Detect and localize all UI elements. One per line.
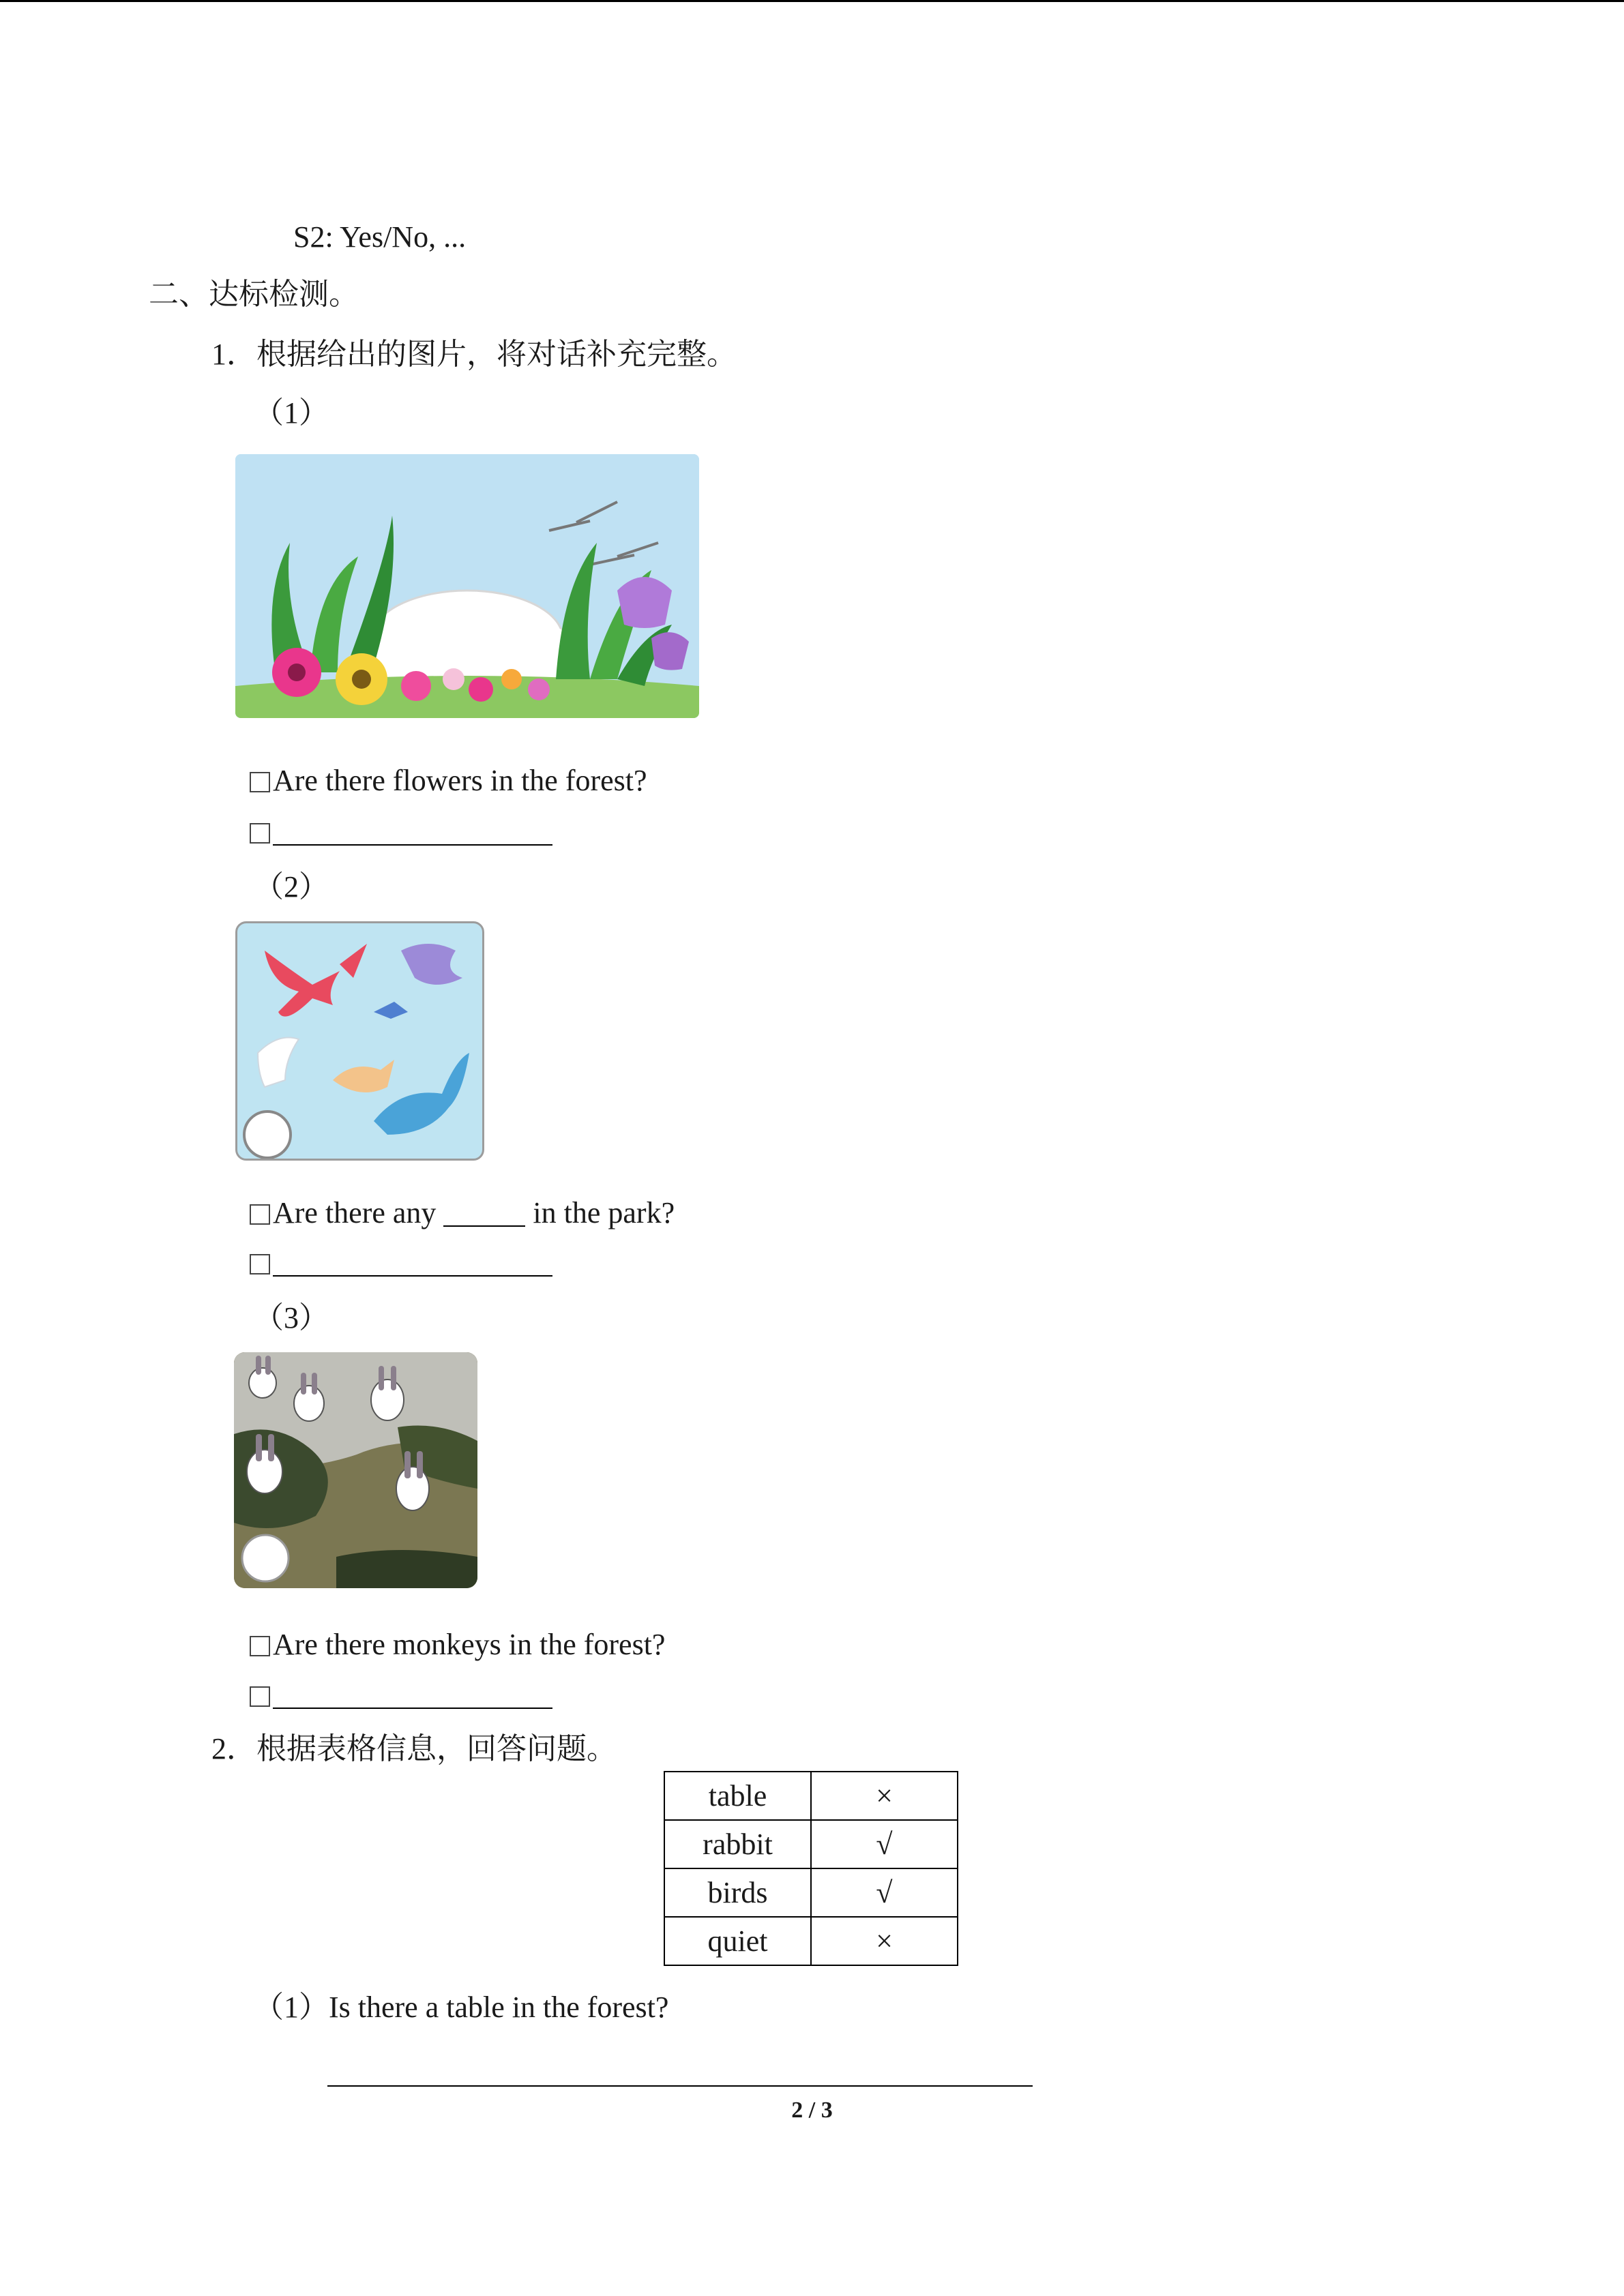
table-row: [664, 1820, 958, 1868]
checkbox-icon[interactable]: [250, 1686, 270, 1707]
checkbox-icon[interactable]: [250, 823, 270, 844]
table-row: [664, 1917, 958, 1965]
q2-answer-blank[interactable]: [273, 1245, 552, 1277]
page-number: 2 / 3: [791, 2098, 833, 2123]
footer-divider: [327, 2085, 1033, 2087]
q3-label: （3）: [254, 1301, 329, 1335]
table-cell-mark: √: [811, 1868, 958, 1917]
q2-question: [250, 1194, 675, 1232]
rabbits-illustration: [234, 1352, 477, 1588]
task1-title: 1．根据给出的图片，将对话补充完整。: [211, 338, 737, 371]
q1-answer-blank[interactable]: [273, 814, 552, 846]
flowers-field-illustration: [235, 454, 699, 718]
table-cell-item: rabbit: [664, 1820, 811, 1868]
q3-question: [250, 1626, 665, 1664]
table-cell-item: table: [664, 1772, 811, 1820]
info-table: [664, 1771, 958, 1966]
q2-inline-blank[interactable]: [443, 1195, 525, 1227]
task2-question-1: （1）Is there a table in the forest?: [254, 1991, 669, 2024]
table-cell-item: quiet: [664, 1917, 811, 1965]
section-heading: 二、达标检测。: [149, 278, 359, 311]
q3-answer-blank[interactable]: [273, 1678, 552, 1709]
q1-question-text: Are there flowers in the forest?: [273, 764, 647, 797]
table-cell-mark: ×: [811, 1917, 958, 1965]
dialogue-line-s2: S2: Yes/No, ...: [293, 220, 467, 254]
page-top-border: [0, 0, 1624, 2]
q1-question: [250, 762, 647, 800]
q2-question-end: in the park?: [525, 1196, 675, 1229]
table-cell-mark: ×: [811, 1772, 958, 1820]
q1-answer-row: [250, 813, 552, 851]
checkbox-icon[interactable]: [250, 772, 270, 792]
q2-question-start: Are there any: [273, 1196, 444, 1229]
table-cell-mark: √: [811, 1820, 958, 1868]
table-row: [664, 1868, 958, 1917]
table-row: [664, 1772, 958, 1820]
q1-label: （1）: [254, 396, 329, 430]
task2-title: 2．根据表格信息，回答问题。: [211, 1732, 617, 1765]
birds-illustration: [235, 921, 484, 1161]
table-cell-item: birds: [664, 1868, 811, 1917]
q3-answer-row: [250, 1676, 552, 1714]
checkbox-icon[interactable]: [250, 1204, 270, 1225]
q2-answer-row: [250, 1244, 552, 1282]
q3-question-text: Are there monkeys in the forest?: [273, 1628, 666, 1661]
checkbox-icon[interactable]: [250, 1254, 270, 1274]
q2-label: （2）: [254, 870, 329, 904]
checkbox-icon[interactable]: [250, 1636, 270, 1656]
